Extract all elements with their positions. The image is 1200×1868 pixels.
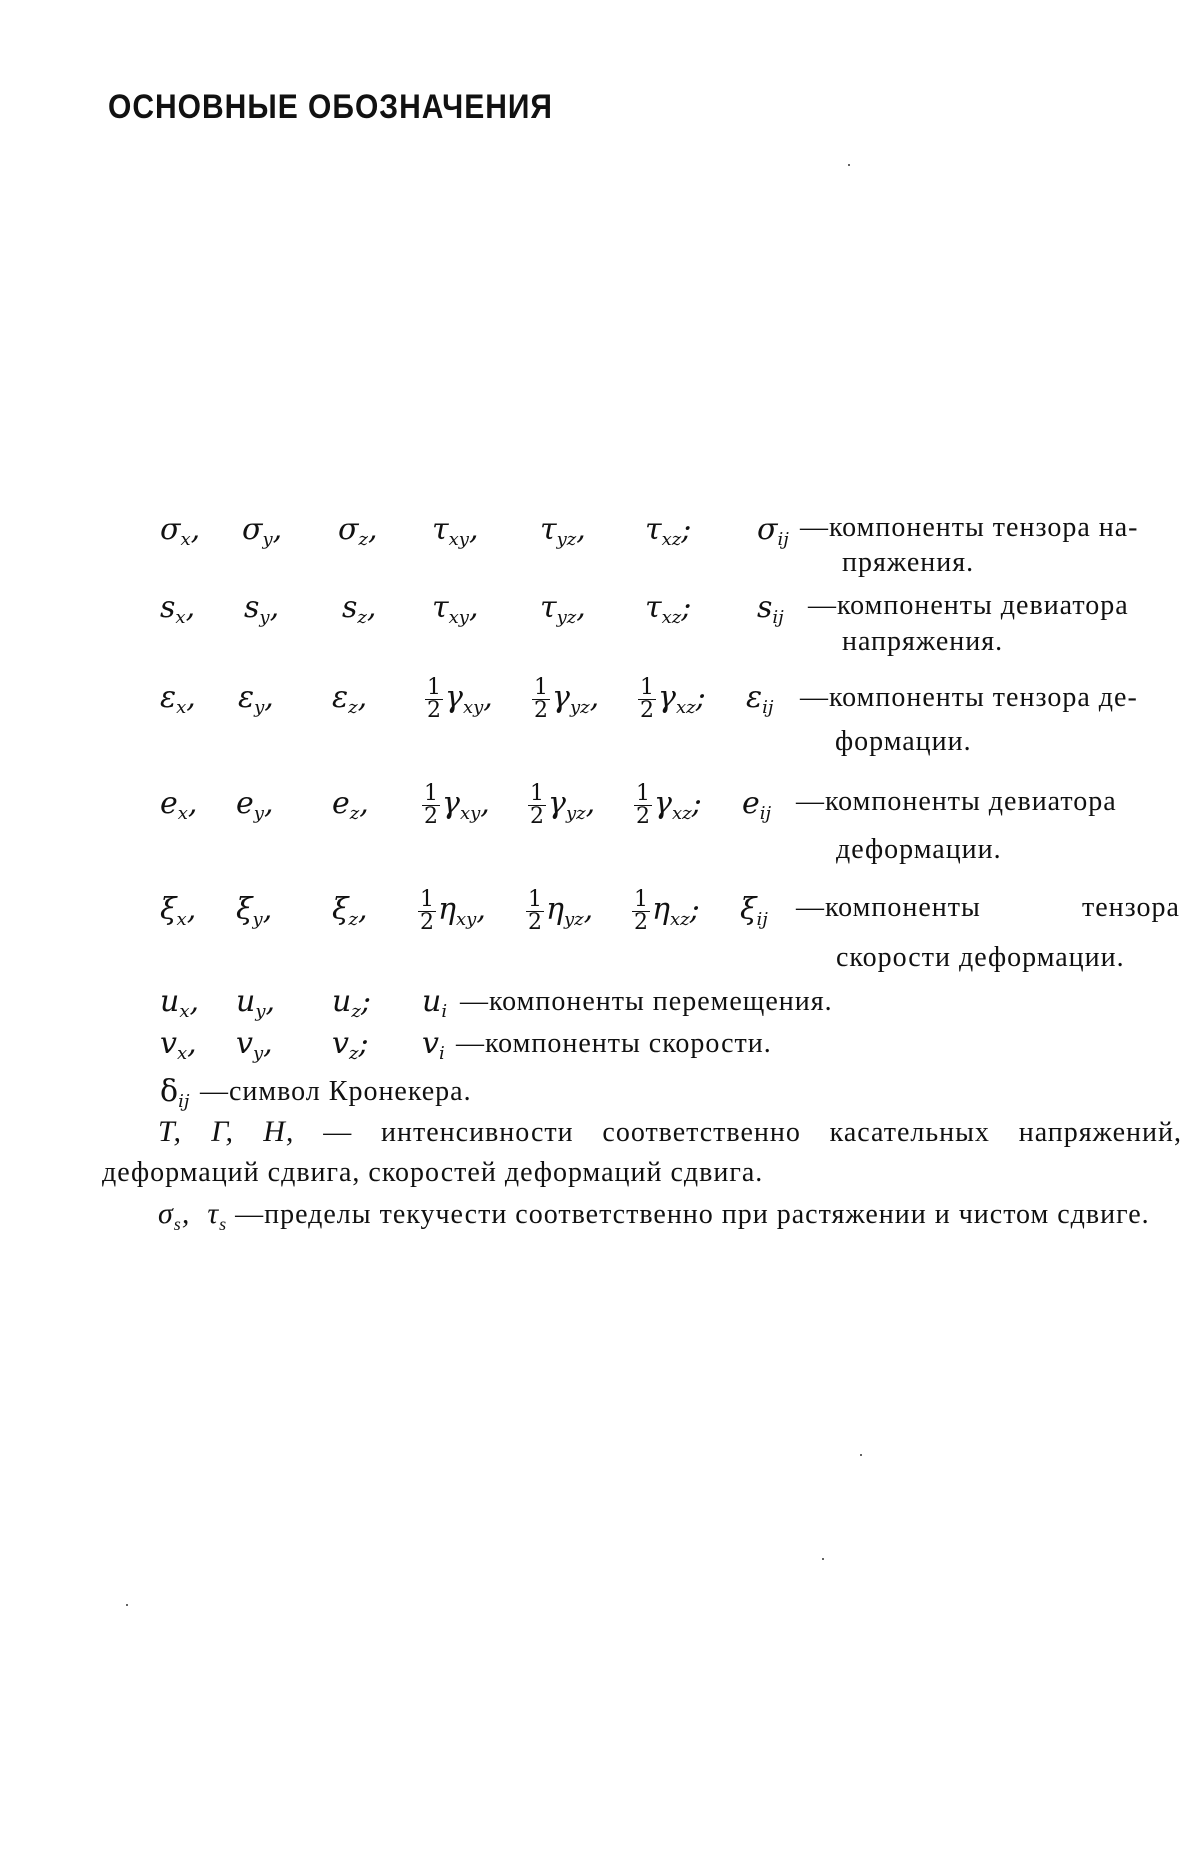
symbol-v-z: $v_z$; <box>332 1026 369 1064</box>
paragraph-yield-limits <box>102 1194 1182 1244</box>
symbol-e-x: $e_x$, <box>160 786 198 824</box>
symbol-half-gamma-xy-2: $\frac{1}{2}$ $\gamma_{xy}$, <box>424 780 490 829</box>
symbol-u-i: $u_i$ <box>422 984 448 1022</box>
desc-stress-tensor-line2: пряжения. <box>842 547 975 578</box>
symbol-half-eta-xy: $\frac{1}{2}$ $\eta_{xy}$, <box>420 886 486 935</box>
symbol-tau-xz-2: $\tau_{xz}$; <box>645 590 692 628</box>
desc-stress-tensor-line1: —компоненты тензора на- <box>800 512 1139 543</box>
symbol-sigma-x: $\sigma_x$, <box>160 512 201 550</box>
symbol-half-gamma-yz: $\frac{1}{2}$ $\gamma_{yz}$, <box>534 674 600 723</box>
symbol-tau-yz: $\tau_{yz}$, <box>540 512 586 550</box>
symbol-half-gamma-yz-2: $\frac{1}{2}$ $\gamma_{yz}$, <box>530 780 596 829</box>
symbol-tau-xy-2: $\tau_{xy}$, <box>432 590 479 628</box>
symbol-u-z: $u_z$; <box>332 984 371 1022</box>
desc-strain-tensor-line1: —компоненты тензора де- <box>800 682 1138 713</box>
desc-stress-deviator-line2: напряжения. <box>842 626 1004 657</box>
symbol-xi-y: $\xi_y$, <box>236 892 273 930</box>
symbol-delta-ij: $\delta_{ij}$ <box>160 1074 190 1112</box>
symbol-epsilon-y: $\varepsilon_y$, <box>238 680 274 718</box>
symbol-e-y: $e_y$, <box>236 786 274 824</box>
desc-stress-deviator-line1: —компоненты девиатора <box>808 590 1129 621</box>
desc-intensities: — интенсивности соответственно касательных напряжений, деформаций сдвига, скоростей деформаций сдвига. <box>102 1117 1182 1188</box>
symbol-half-eta-xz: $\frac{1}{2}$ $\eta_{xz}$; <box>634 886 700 935</box>
symbol-tau-xy: $\tau_{xy}$, <box>432 512 479 550</box>
scan-speck <box>848 164 850 166</box>
symbol-half-gamma-xy: $\frac{1}{2}$ $\gamma_{xy}$, <box>427 674 493 723</box>
symbol-sigma-y: $\sigma_y$, <box>242 512 283 550</box>
symbol-xi-z: $\xi_z$, <box>332 892 368 930</box>
paragraph-intensities <box>102 1112 1182 1193</box>
notation-row-velocity <box>160 1022 1180 1066</box>
symbol-v-i: $v_i$ <box>422 1026 445 1064</box>
symbol-v-y: $v_y$, <box>236 1026 273 1064</box>
symbol-xi-x: $\xi_x$, <box>160 892 197 930</box>
symbol-sigma-z: $\sigma_z$, <box>338 512 378 550</box>
symbol-e-z: $e_z$, <box>332 786 369 824</box>
notation-row-kronecker <box>160 1070 1180 1114</box>
symbol-s-y: $s_y$, <box>244 590 280 628</box>
symbol-half-eta-yz: $\frac{1}{2}$ $\eta_{yz}$, <box>528 886 594 935</box>
desc-velocity: —компоненты скорости. <box>456 1028 772 1059</box>
symbol-s-ij: $s_{ij}$ <box>757 590 784 628</box>
desc-strain-deviator-line1: —компоненты девиатора <box>796 786 1117 817</box>
symbol-u-y: $u_y$, <box>236 984 276 1022</box>
desc-displacement: —компоненты перемещения. <box>460 986 833 1017</box>
symbol-sigma-ij: $\sigma_{ij}$ <box>757 512 789 550</box>
page-title: ОСНОВНЫЕ ОБОЗНАЧЕНИЯ <box>108 88 553 126</box>
symbol-epsilon-x: $\varepsilon_x$, <box>160 680 196 718</box>
symbol-half-gamma-xz-2: $\frac{1}{2}$ $\gamma_{xz}$; <box>636 780 702 829</box>
desc-strain-deviator-line2: деформации. <box>836 834 1002 865</box>
desc-strain-rate-line1: —компоненты тензора <box>796 892 1180 923</box>
symbol-yield-limits: $\sigma_s$, $\tau_s$ <box>158 1197 228 1234</box>
symbol-xi-ij: $\xi_{ij}$ <box>740 892 768 930</box>
symbol-tau-xz: $\tau_{xz}$; <box>645 512 692 550</box>
symbol-v-x: $v_x$, <box>160 1026 197 1064</box>
symbol-intensities: T, Γ, H, <box>158 1115 295 1148</box>
scan-speck <box>822 1558 824 1560</box>
symbol-epsilon-z: $\varepsilon_z$, <box>332 680 368 718</box>
symbol-s-z: $s_z$, <box>342 590 377 628</box>
notation-row-displacement <box>160 980 1180 1024</box>
symbol-u-x: $u_x$, <box>160 984 200 1022</box>
desc-strain-rate-line2: скорости деформации. <box>836 942 1125 973</box>
symbol-e-ij: $e_{ij}$ <box>742 786 772 824</box>
symbol-epsilon-ij: $\varepsilon_{ij}$ <box>746 680 774 718</box>
scan-speck <box>860 1454 862 1456</box>
desc-strain-tensor-line2: формации. <box>835 726 972 757</box>
symbol-s-x: $s_x$, <box>160 590 196 628</box>
desc-kronecker: —символ Кронекера. <box>200 1076 472 1107</box>
symbol-half-gamma-xz: $\frac{1}{2}$ $\gamma_{xz}$; <box>640 674 706 723</box>
desc-yield-limits: —пределы текучести соответственно при растяжении и чистом сдвиге. <box>227 1199 1150 1230</box>
scan-speck <box>126 1604 128 1606</box>
symbol-tau-yz-2: $\tau_{yz}$, <box>540 590 586 628</box>
